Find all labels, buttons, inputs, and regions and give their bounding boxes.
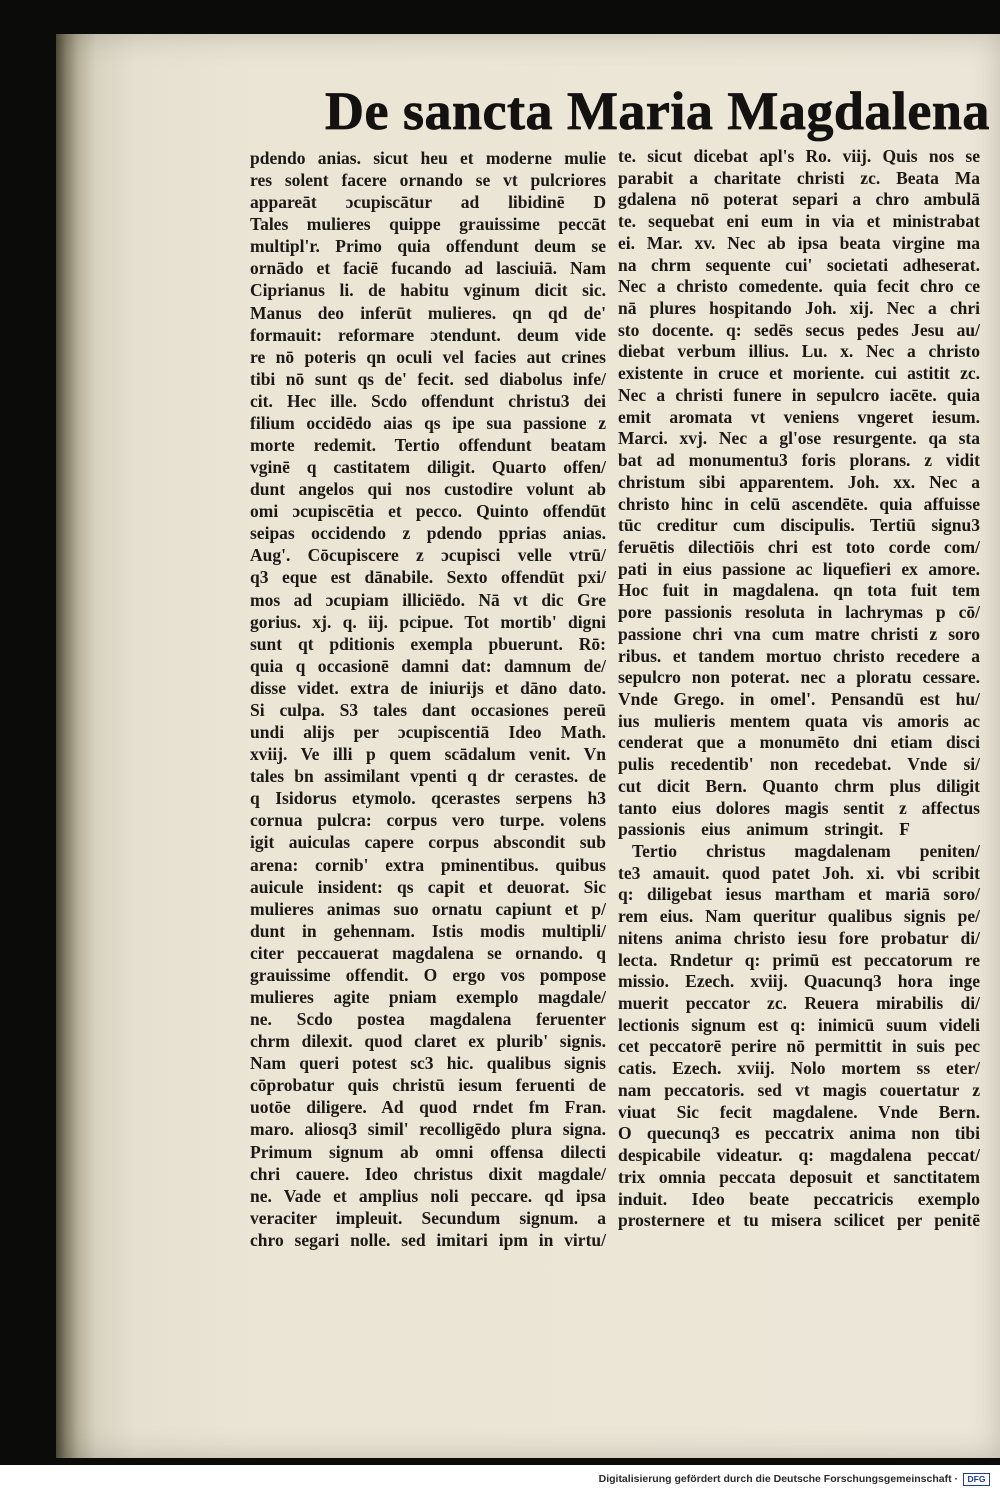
text-line: te. sequebat eni eum in via et ministrabat xyxy=(618,211,980,232)
text-line: Tales mulieres quippe grauissime peccāt xyxy=(250,214,606,235)
text-line: nitens anima christo iesu fore probatur di/ xyxy=(618,927,980,948)
text-line: vginē q castitatem diligit. Quarto offen/ xyxy=(250,457,606,478)
text-line: Nec a christo comedente. quia fecit chro ce xyxy=(618,276,980,297)
text-line: pore passionis resoluta in lachrymas p cō/ xyxy=(618,602,980,623)
dfg-logo: DFG xyxy=(963,1473,990,1486)
footer-bar xyxy=(0,1465,1000,1494)
text-line: existente in cruce et moriente. cui astitit zc. xyxy=(618,363,980,384)
text-line: induit. Ideo beate peccatricis exemplo xyxy=(618,1188,980,1209)
text-line: cit. Hec ille. Scdo offendunt christu3 dei xyxy=(250,390,606,411)
text-line: sepulcro non poterat. nec a ploratu cessare. xyxy=(618,667,980,688)
text-line: nā plures hospitando Joh. xij. Nec a chri xyxy=(618,298,980,319)
text-line: lecta. Rndetur q: primū est peccatorum re xyxy=(618,949,980,970)
footer-credit: Digitalisierung gefördert durch die Deutsche Forschungsgemeinschaft · xyxy=(598,1473,958,1485)
text-line: Marci. xvj. Nec a gl'ose resurgente. qa sta xyxy=(618,428,980,449)
text-line: Aug'. Cōcupiscere z ɔcupisci velle vtrū/ xyxy=(250,545,606,566)
text-line: na chrm sequente cui' societati adheserat. xyxy=(618,254,980,275)
text-line: chri cauere. Ideo christus dixit magdale/ xyxy=(250,1163,606,1184)
text-line: diebat verbum illius. Lu. x. Nec a christo xyxy=(618,341,980,362)
page-title: De sancta Maria Magdalena xyxy=(325,81,990,141)
text-line: Hoc fuit in magdalena. qn tota fuit tem xyxy=(618,580,980,601)
text-line: dunt angelos qui nos custodire volunt ab xyxy=(250,479,606,500)
text-line: tales bn assimilant vpenti q dr cerastes. de xyxy=(250,766,606,787)
text-line: christo hinc in celū ascendēte. quia affuisse xyxy=(618,493,980,514)
text-line: undi alijs per ɔcupiscentiā Ideo Math. xyxy=(250,722,606,743)
text-line: Si culpa. S3 tales dant occasiones pereū xyxy=(250,699,606,720)
text-line: omi ɔcupiscētia et pecco. Quinto offendūt xyxy=(250,501,606,522)
text-line: O quecunq3 es peccatrix anima non tibi xyxy=(618,1123,980,1144)
text-line: grauissime offendit. O ergo vos pompose xyxy=(250,964,606,985)
text-line: lectionis signum est q: inimicū suum videli xyxy=(618,1014,980,1035)
text-line: bat ad monumentu3 foris plorans. z vidit xyxy=(618,450,980,471)
text-line: Vnde Grego. in omel'. Pensandū est hu/ xyxy=(618,688,980,709)
text-line: catis. Ezech. xviij. Nolo mortem ss eter/ xyxy=(618,1058,980,1079)
text-line: q3 eque est dānabile. Sexto offendūt pxi/ xyxy=(250,567,606,588)
text-line: q: diligebat iesus martham et mariā soro/ xyxy=(618,884,980,905)
text-line: uotōe diligere. Ad quod rndet fm Fran. xyxy=(250,1097,606,1118)
text-line: sunt qt pditionis exempla pbuerunt. Rō: xyxy=(250,633,606,654)
text-line: xviij. Ve illi p quem scādalum venit. Vn xyxy=(250,744,606,765)
text-line: arena: cornib' extra pminentibus. quibus xyxy=(250,854,606,875)
text-line: mulieres animas suo ornatu capiunt et p/ xyxy=(250,898,606,919)
scanned-page xyxy=(56,34,1000,1458)
text-line: tūc creditur cum discipulis. Tertiū signu3 xyxy=(618,515,980,536)
text-line: missio. Ezech. xviij. Quacunq3 hora inge xyxy=(618,971,980,992)
text-line: disse videt. extra de iniurijs et dāno dato. xyxy=(250,677,606,698)
text-line: igit auiculas capere corpus abscondit sub xyxy=(250,832,606,853)
text-line: te3 amauit. quod patet Joh. xi. vbi scribit xyxy=(618,862,980,883)
text-line: ei. Mar. xv. Nec ab ipsa beata virgine ma xyxy=(618,232,980,253)
text-line: quia q occasionē damni dat: damnum de/ xyxy=(250,655,606,676)
text-line: despicabile videatur. q: magdalena peccat/ xyxy=(618,1145,980,1166)
text-line: seipas occidendo z pdendo pprias anias. xyxy=(250,523,606,544)
text-line: viuat Sic fecit magdalene. Vnde Bern. xyxy=(618,1101,980,1122)
text-line: ne. Vade et amplius noli peccare. qd ipsa xyxy=(250,1185,606,1206)
text-line: veraciter impleuit. Secundum signum. a xyxy=(250,1207,606,1228)
text-line: pulis recedentib' non recedebat. Vnde si/ xyxy=(618,754,980,775)
text-line: ribus. et tandem mortuo christo recedere a xyxy=(618,645,980,666)
text-line: cet peccatorē perire nō permittit in suis pec xyxy=(618,1036,980,1057)
text-line: ornādo et faciē fucando ad lasciuiā. Nam xyxy=(250,258,606,279)
text-line: cenderat que a monumēto dni etiam disci xyxy=(618,732,980,753)
text-line: res solent facere ornando se vt pulcriores xyxy=(250,170,606,191)
text-line: filium occidēdo aias qs ipe sua passione z xyxy=(250,412,606,433)
text-line: christum sibi apparentem. Joh. xx. Nec a xyxy=(618,471,980,492)
text-line: re nō poteris qn oculi vel facies aut crines xyxy=(250,346,606,367)
text-line: Primum signum ab omni offensa dilecti xyxy=(250,1141,606,1162)
text-line: cut dicit Bern. Quanto chrm plus diligit xyxy=(618,775,980,796)
text-line: mulieres agite pniam exemplo magdale/ xyxy=(250,986,606,1007)
text-line: muerit peccator zc. Reuera mirabilis di/ xyxy=(618,993,980,1014)
text-line: Tertio christus magdalenam peniten/ xyxy=(632,841,980,861)
text-line: Ciprianus li. de habitu vginum dicit sic. xyxy=(250,280,606,301)
text-line: q Isidorus etymolo. qcerastes serpens h3 xyxy=(250,788,606,809)
text-line: ius mulieris mentem quata vis amoris ac xyxy=(618,710,980,731)
text-line: auicule insident: qs capit et deuorat. Sic xyxy=(250,876,606,897)
text-line: emit aromata vt veniens vngeret iesum. xyxy=(618,406,980,427)
text-line: mos ad ɔcupiam illiciēdo. Nā vt dic Gre xyxy=(250,589,606,610)
text-line: multipl'r. Primo quia offendunt deum se xyxy=(250,236,606,257)
text-line: cornua pulcra: corpus vero turpe. volens xyxy=(250,810,606,831)
text-line: pati in eius passione ac liquefieri ex amore. xyxy=(618,558,980,579)
text-line: cōprobatur quis christū iesum feruenti de xyxy=(250,1075,606,1096)
right-text-column xyxy=(618,146,980,1232)
text-line: ne. Scdo postea magdalena feruenter xyxy=(250,1009,606,1030)
text-line: appareāt ɔcupiscātur ad libidinē D xyxy=(250,192,606,213)
text-line: pdendo anias. sicut heu et moderne mulie xyxy=(250,148,606,168)
text-line: sto docente. q: sedēs secus pedes Jesu au/ xyxy=(618,319,980,340)
text-line: parabit a charitate christi zc. Beata Ma xyxy=(618,167,980,188)
text-line: dunt in gehennam. Istis modis multipli/ xyxy=(250,920,606,941)
text-line: trix omnia peccata deposuit et sanctitatem xyxy=(618,1166,980,1187)
text-line: feruētis dilectiōis chri est toto corde com/ xyxy=(618,536,980,557)
text-line: gdalena nō poterat separi a chro ambulā xyxy=(618,189,980,210)
text-line: nam peccatoris. sed vt magis couertatur z xyxy=(618,1079,980,1100)
text-line: Manus deo inferūt mulieres. qn qd de' xyxy=(250,302,606,323)
left-text-column xyxy=(250,147,606,1251)
text-line: tanto eius dolores magis sentit z affectus xyxy=(618,797,980,818)
text-line: prosternere et tu misera scilicet per penitē xyxy=(618,1210,980,1231)
text-line: passionis eius animum stringit. F xyxy=(618,819,910,840)
text-line: citer peccauerat magdalena se ornando. q xyxy=(250,942,606,963)
text-line: gorius. xj. q. iij. pcipue. Tot mortib' digni xyxy=(250,611,606,632)
text-line: passione chri vna cum matre christi z soro xyxy=(618,623,980,644)
text-line: morte redemit. Tertio offendunt beatam xyxy=(250,435,606,456)
text-line: chro segari nolle. sed imitari ipm in virtu/ xyxy=(250,1229,606,1250)
text-line: Nec a christi funere in sepulcro iacēte. quia xyxy=(618,384,980,405)
text-line: te. sicut dicebat apl's Ro. viij. Quis nos se xyxy=(618,146,980,166)
text-line: maro. aliosq3 simil' recolligēdo plura signa. xyxy=(250,1119,606,1140)
text-line: rem eius. Nam queritur qualibus signis pe/ xyxy=(618,906,980,927)
text-line: Nam queri potest sc3 hic. qualibus signis xyxy=(250,1053,606,1074)
text-line: formauit: reformare ɔtendunt. deum vide xyxy=(250,324,606,345)
text-line: chrm dilexit. quod claret ex plurib' signis. xyxy=(250,1031,606,1052)
text-line: tibi nō sunt qs de' fecit. sed diabolus infe/ xyxy=(250,368,606,389)
